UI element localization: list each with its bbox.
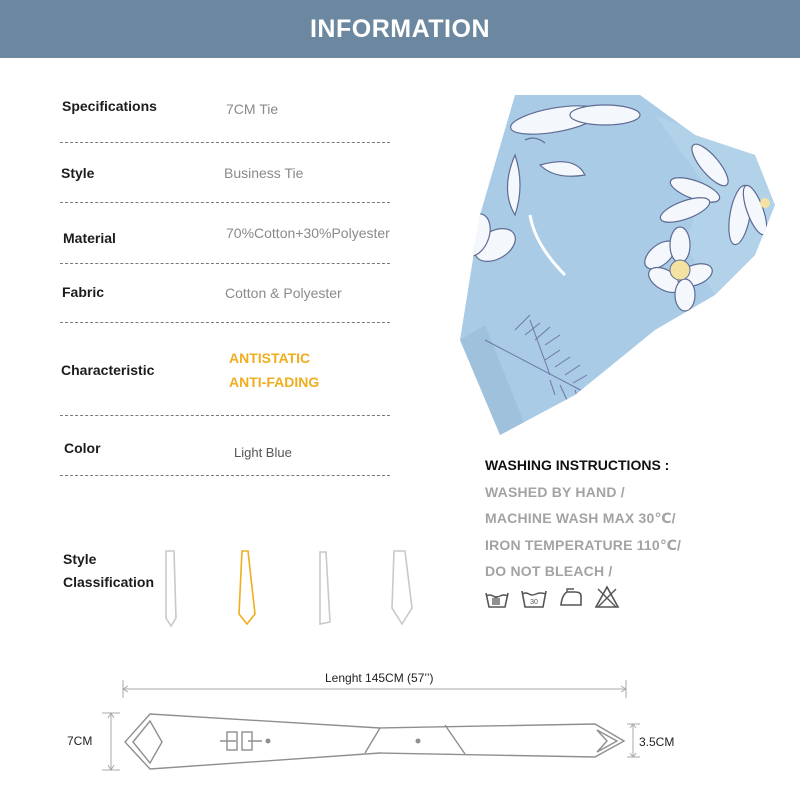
no-bleach-icon <box>594 585 620 609</box>
iron-icon <box>558 585 584 609</box>
page-title: INFORMATION <box>309 14 490 43</box>
wash-temp-label: 30 <box>530 599 538 606</box>
spec-value: 70%Cotton+30%Polyester <box>226 225 390 241</box>
spec-label: Characteristic <box>61 362 155 378</box>
spec-value: 7CM Tie <box>226 101 279 117</box>
spec-label: Fabric <box>62 284 105 300</box>
tie-product-image <box>455 95 790 440</box>
washing-line: WASHED BY HAND / <box>485 484 625 500</box>
style-tie-options <box>150 548 430 628</box>
style-classification-label <box>63 548 154 594</box>
skinny-tie-icon <box>320 552 330 624</box>
washing-line: DO NOT BLEACH / <box>485 563 613 579</box>
characteristic-value-1: ANTISTATIC <box>229 350 311 366</box>
washing-line: MACHINE WASH MAX 30℃/ <box>485 510 676 526</box>
spec-value: Cotton & Polyester <box>225 285 342 301</box>
washing-line: IRON TEMPERATURE 110℃/ <box>485 537 682 553</box>
divider <box>60 475 390 476</box>
spec-label: Material <box>63 230 116 246</box>
divider <box>60 142 390 143</box>
header-banner <box>0 0 800 58</box>
narrow-width-label: 3.5CM <box>639 735 675 749</box>
divider <box>60 415 390 416</box>
spec-value: Light Blue <box>234 445 292 460</box>
machine-wash-30-icon <box>520 585 548 609</box>
divider <box>60 263 390 264</box>
style-label-line2: Classification <box>63 574 155 590</box>
slim-tie-icon-selected <box>239 551 255 624</box>
care-icons <box>484 585 620 609</box>
characteristic-value-2: ANTI-FADING <box>229 374 320 390</box>
style-label-line1: Style <box>63 551 97 567</box>
spec-label: Color <box>64 440 101 456</box>
divider <box>60 322 390 323</box>
spec-label: Style <box>61 165 95 181</box>
washing-instructions <box>485 457 785 579</box>
spec-value: Business Tie <box>224 165 304 181</box>
wide-tie-icon <box>392 551 412 624</box>
length-label: Lenght 145CM (57’’) <box>325 671 434 685</box>
hand-wash-icon <box>484 585 510 609</box>
tie-outline <box>125 714 624 769</box>
washing-title: WASHING INSTRUCTIONS : <box>485 457 670 473</box>
narrow-tie-icon <box>166 551 176 626</box>
wide-width-label: 7CM <box>67 734 93 748</box>
spec-label: Specifications <box>62 98 157 114</box>
divider <box>60 202 390 203</box>
